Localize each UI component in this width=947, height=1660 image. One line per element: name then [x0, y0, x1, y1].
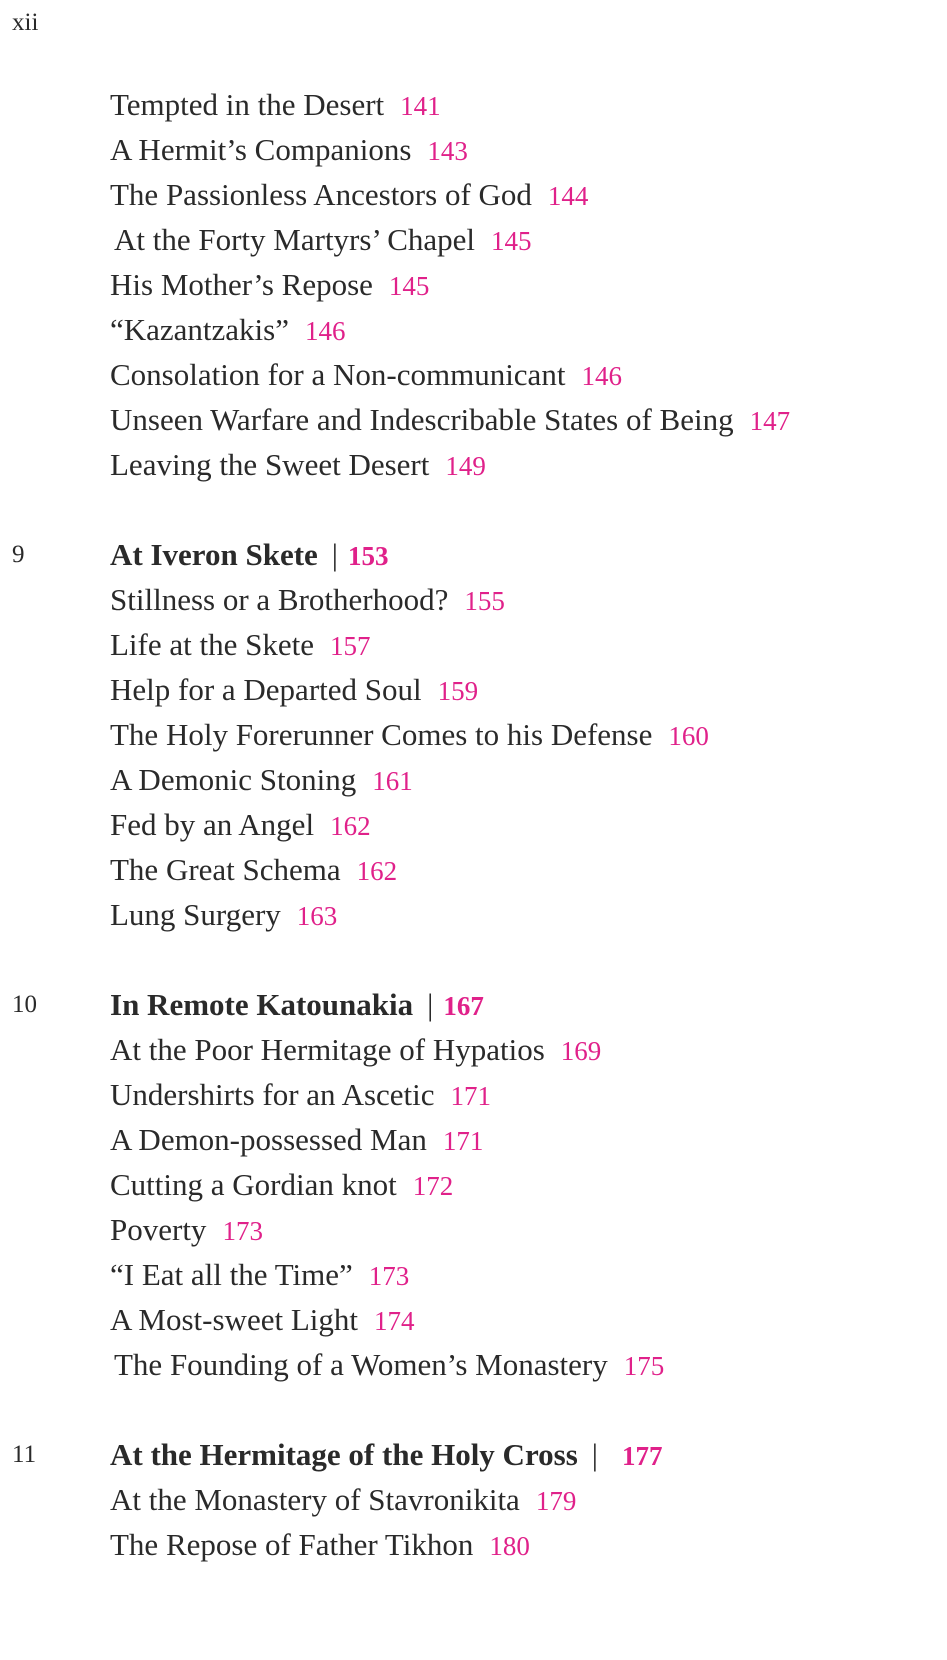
- toc-entry: [110, 1480, 576, 1520]
- chapter-title: At Iveron Skete: [110, 537, 318, 572]
- entry-page: 162: [330, 811, 371, 841]
- entry-page: 169: [560, 1036, 602, 1066]
- entry-page: 175: [623, 1351, 665, 1381]
- chapter-heading: [110, 985, 484, 1025]
- entry-title: “Kazantzakis”: [110, 312, 289, 347]
- entry-page: 161: [372, 766, 413, 796]
- entry-page: 157: [330, 631, 371, 661]
- toc-entry: [110, 130, 468, 170]
- toc-entry: [110, 670, 478, 710]
- entry-title: At the Forty Martyrs’ Chapel: [114, 222, 476, 257]
- toc-entry: [110, 1165, 453, 1205]
- entry-title: His Mother’s Repose: [110, 267, 373, 302]
- entry-title: Life at the Skete: [110, 627, 314, 662]
- toc-entry: [110, 580, 505, 620]
- page-number: xii: [12, 9, 39, 36]
- chapter-heading: [110, 1435, 663, 1475]
- toc-entry: [110, 895, 337, 935]
- toc-entry: [110, 1525, 530, 1565]
- entry-title: Poverty: [110, 1212, 207, 1247]
- toc-entry: [110, 400, 790, 440]
- entry-title: Stillness or a Brotherhood?: [110, 582, 449, 617]
- entry-title: A Demon-possessed Man: [110, 1122, 427, 1157]
- entry-page: 149: [445, 451, 486, 481]
- entry-title: The Passionless Ancestors of God: [110, 177, 532, 212]
- entry-title: A Demonic Stoning: [110, 762, 357, 797]
- toc-entry: [110, 625, 371, 665]
- chapter-title: In Remote Katounakia: [110, 987, 414, 1022]
- entry-title: Help for a Departed Soul: [110, 672, 422, 707]
- toc-entry: [110, 715, 709, 755]
- chapter-number: 9: [12, 541, 25, 568]
- entry-title: The Great Schema: [110, 852, 341, 887]
- entry-title: Unseen Warfare and Indescribable States of Being: [110, 402, 734, 437]
- entry-page: 146: [581, 361, 622, 391]
- entry-page: 143: [427, 136, 468, 166]
- entry-page: 144: [547, 181, 589, 211]
- toc-entry: [110, 1210, 263, 1250]
- entry-title: A Most-sweet Light: [110, 1302, 358, 1337]
- entry-page: 145: [491, 226, 532, 256]
- toc-entry: [114, 220, 532, 260]
- toc-entry: [110, 1075, 491, 1115]
- entry-page: 179: [535, 1486, 577, 1516]
- entry-page: 172: [412, 1171, 454, 1201]
- entry-page: 145: [388, 271, 430, 301]
- toc-entry: [110, 310, 346, 350]
- toc-entry: [110, 1030, 601, 1070]
- toc-entry: [110, 175, 588, 215]
- toc-entry: [110, 1120, 483, 1160]
- toc-entry: [110, 85, 441, 125]
- entry-page: 173: [222, 1216, 263, 1246]
- entry-page: 173: [368, 1261, 410, 1291]
- entry-title: The Founding of a Women’s Monastery: [114, 1347, 608, 1382]
- toc-entry: [110, 1300, 415, 1340]
- entry-title: Undershirts for an Ascetic: [110, 1077, 435, 1112]
- entry-page: 147: [749, 406, 791, 436]
- chapter-number: 11: [12, 1441, 37, 1468]
- entry-page: 180: [489, 1531, 530, 1561]
- chapter-page: 153: [348, 541, 389, 571]
- entry-title: The Holy Forerunner Comes to his Defense: [110, 717, 653, 752]
- toc-entry: [110, 1255, 409, 1295]
- toc-entry: [110, 760, 413, 800]
- chapter-heading: [110, 535, 389, 575]
- entry-page: 160: [668, 721, 709, 751]
- entry-page: 155: [464, 586, 505, 616]
- chapter-title: At the Hermitage of the Holy Cross: [110, 1437, 578, 1472]
- entry-title: “I Eat all the Time”: [110, 1257, 353, 1292]
- chapter-page: 177: [622, 1441, 663, 1471]
- entry-page: 159: [437, 676, 479, 706]
- entry-page: 162: [356, 856, 398, 886]
- chapter-separator: |: [591, 1437, 598, 1472]
- toc-entry: [110, 445, 486, 485]
- toc-entry: [110, 355, 622, 395]
- toc-entry: [110, 850, 397, 890]
- entry-title: The Repose of Father Tikhon: [110, 1527, 474, 1562]
- entry-title: Fed by an Angel: [110, 807, 315, 842]
- entry-title: Cutting a Gordian knot: [110, 1167, 397, 1202]
- toc-entry: [114, 1345, 664, 1385]
- entry-title: A Hermit’s Companions: [110, 132, 412, 167]
- entry-title: Consolation for a Non-communicant: [110, 357, 566, 392]
- entry-page: 171: [450, 1081, 492, 1111]
- entry-page: 141: [400, 91, 441, 121]
- entry-title: Lung Surgery: [110, 897, 281, 932]
- toc-entry: [110, 265, 429, 305]
- chapter-separator: |: [331, 537, 339, 572]
- toc-entry: [110, 805, 371, 845]
- entry-page: 146: [305, 316, 346, 346]
- chapter-separator: |: [427, 987, 434, 1022]
- chapter-number: 10: [12, 991, 37, 1018]
- entry-title: Tempted in the Desert: [110, 87, 385, 122]
- entry-page: 171: [442, 1126, 484, 1156]
- entry-title: Leaving the Sweet Desert: [110, 447, 430, 482]
- entry-page: 163: [296, 901, 338, 931]
- entry-title: At the Poor Hermitage of Hypatios: [110, 1032, 545, 1067]
- entry-page: 174: [374, 1306, 415, 1336]
- chapter-page: 167: [443, 991, 484, 1021]
- entry-title: At the Monastery of Stavronikita: [110, 1482, 520, 1517]
